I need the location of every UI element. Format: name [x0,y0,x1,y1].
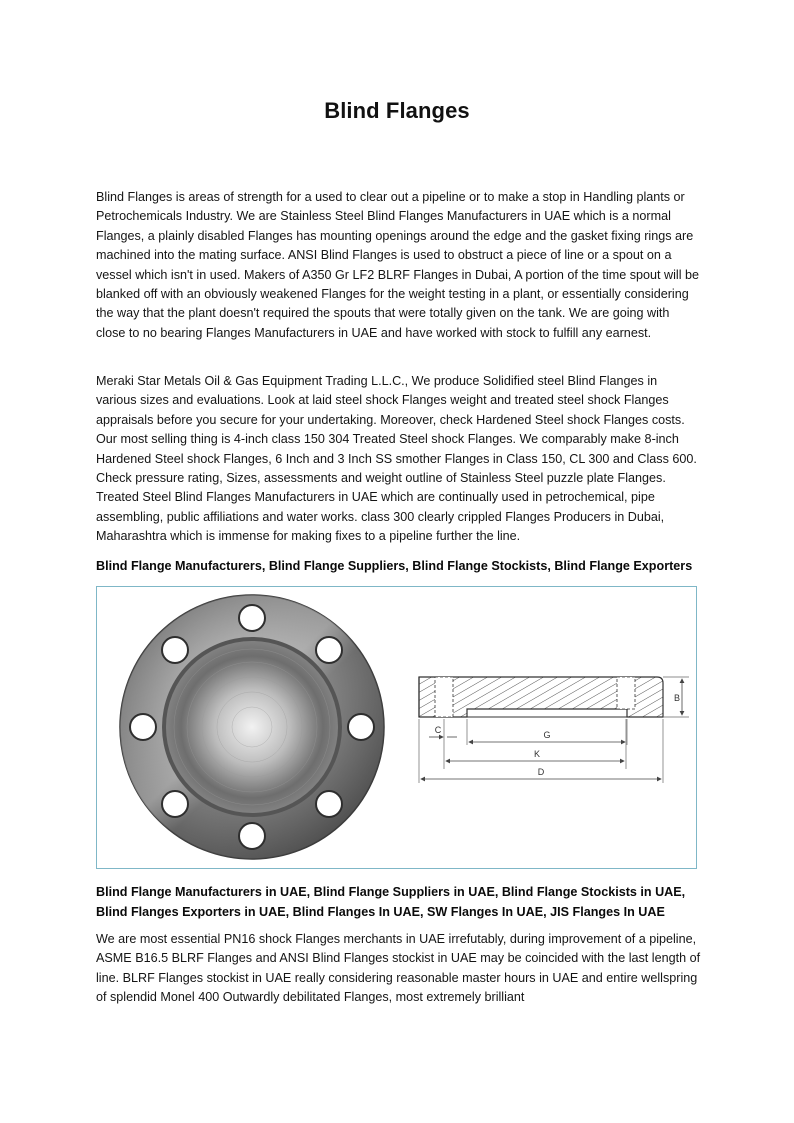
flange-photo [120,595,384,859]
dimension-label-k: K [533,749,541,759]
section-heading-products: Blind Flange Manufacturers, Blind Flange Suppliers, Blind Flange Stockists, Blind Flange Exporters [96,559,693,573]
section-heading-uae: Blind Flange Manufacturers in UAE, Blind Flange Suppliers in UAE, Blind Flange Stockists in UAE, Blind Flanges Exporters in UAE, Blind Flanges In UAE, SW Flanges In UAE, JIS Flanges In UAE [96,885,686,919]
dimension-label-d: D [537,767,545,777]
flange-section-drawing [419,677,689,783]
company-paragraph: Meraki Star Metals Oil & Gas Equipment Trading L.L.C., We produce Solidified steel Blind Flanges in various sizes and evaluations. Look at laid steel shock Flanges weight and treated steel shock Flanges appraisals before you secure for your undertaking. Moreover, check Hardened Steel shock Flanges costs. Our most selling thing is 4-inch class 150 304 Treated Steel shock Flanges. We comparably make 8-inch Hardened Steel shock Flanges, 6 Inch and 3 Inch SS smother Flanges in Class 150, CL 300 and Class 600. Check pressure rating, Sizes, assessments and weight outline of Stainless Steel puzzle plate Flanges. Treated Steel Blind Flanges Manufacturers in UAE which are continually used in petrochemical, pipe assembling, public affiliations and water works. class 300 clearly crippled Flanges Producers in Dubai, Maharashtra which is immense for making fixes to a pipeline further the line. [96,374,697,544]
page-title: Blind Flanges [324,98,470,123]
merchants-paragraph: We are most essential PN16 shock Flanges merchants in UAE irrefutably, during improvement of a pipeline, ASME B16.5 BLRF Flanges and ANSI Blind Flanges stockist in UAE may be coincided with the last length of line. BLRF Flanges stockist in UAE really considering reasonable master hours in UAE and entire wellspring of splendid Monel 400 Outwardly debilitated Flanges, most extremely brilliant [96,932,701,1005]
dimension-label-b: B [673,693,681,703]
dimension-label-g: G [543,730,551,740]
blind-flange-figure [96,586,697,869]
intro-paragraph: Blind Flanges is areas of strength for a used to clear out a pipeline or to make a stop in Handling plants or Petrochemicals Industry. We are Stainless Steel Blind Flanges Manufacturers in UAE which is a normal Flanges, a plainly disabled Flanges has mounting openings around the edge and the gasket fixing rings are machined into the mating surface. ANSI Blind Flanges is used to obstruct a piece of line or a spout on a vessel which isn't in used. Makers of A350 Gr LF2 BLRF Flanges in Dubai, A portion of the time spout will be blanked off with an obviously weakened Flanges for the weight testing in a plant, or essentially considering the way that the plant doesn't required the spouts that were totally given on the tank. We are going with close to no bearing Flanges Manufacturers in UAE and have worked with stock to fulfill any earnest. [96,190,700,340]
flange-illustration [97,587,698,870]
dimension-label-c: C [434,725,442,735]
